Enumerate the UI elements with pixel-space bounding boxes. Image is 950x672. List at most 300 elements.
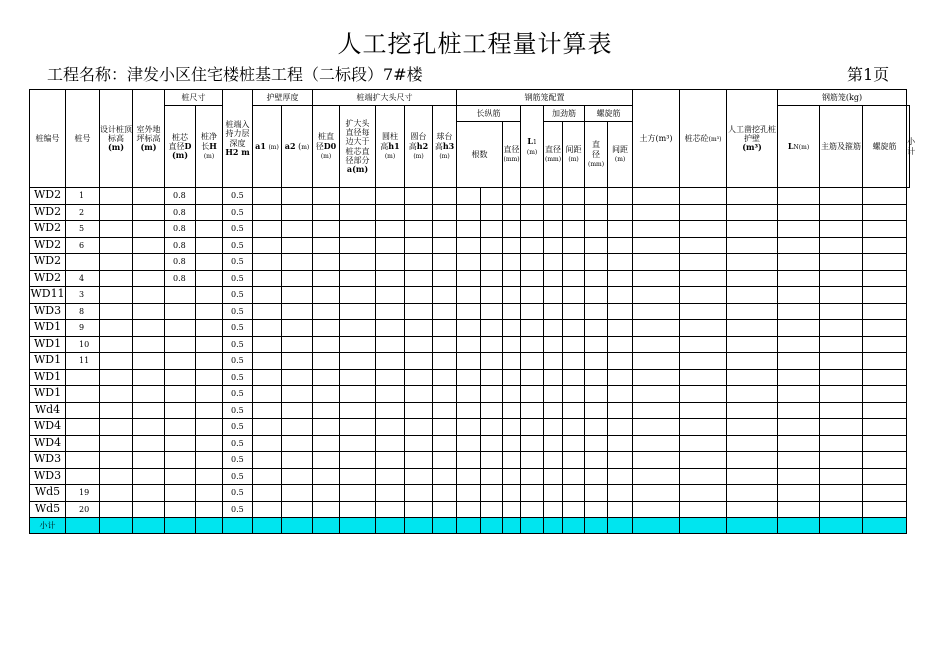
cell-empty [133, 204, 165, 221]
table-body [30, 188, 910, 518]
table-row [30, 254, 910, 271]
hdr-subtotal: 小计 [907, 106, 910, 188]
cell-empty [563, 221, 585, 238]
cell-empty [608, 254, 633, 271]
cell-empty [680, 237, 727, 254]
cell-empty [433, 188, 457, 205]
cell-pile-no: 8 [66, 303, 100, 320]
cell-core-dia: 0.8 [165, 254, 196, 271]
cell-empty [340, 501, 376, 518]
cell-empty [503, 468, 521, 485]
cell-empty [340, 204, 376, 221]
hdr-a1: a1 (m) [253, 106, 282, 188]
cell-empty [282, 485, 313, 502]
cell-empty [133, 419, 165, 436]
cell-empty [405, 386, 433, 403]
cell-empty [405, 485, 433, 502]
cell-empty [544, 303, 563, 320]
cell-empty [820, 468, 863, 485]
table-row [30, 336, 910, 353]
cell-bearing-depth: 0.5 [223, 501, 253, 518]
cell-empty [680, 452, 727, 469]
cell-empty [544, 254, 563, 271]
cell-empty [585, 369, 608, 386]
cell-empty [196, 402, 223, 419]
cell-empty [863, 287, 907, 304]
table-header [30, 90, 916, 188]
cell-empty [433, 468, 457, 485]
cell-empty [405, 501, 433, 518]
cell-empty [253, 468, 282, 485]
cell-empty [133, 402, 165, 419]
cell-empty [563, 270, 585, 287]
hdr-ln: LN(m) [778, 106, 820, 188]
cell-empty [133, 336, 165, 353]
cell-empty [727, 419, 778, 436]
table-row [30, 435, 910, 452]
table-row [30, 419, 910, 436]
cell-empty [282, 353, 313, 370]
cell-empty [100, 254, 133, 271]
cell-empty [196, 320, 223, 337]
cell-empty [521, 452, 544, 469]
cell-empty [563, 452, 585, 469]
cell-empty [633, 237, 680, 254]
cell-empty [196, 485, 223, 502]
cell-empty [521, 254, 544, 271]
cell-empty [727, 369, 778, 386]
cell-core-dia [165, 303, 196, 320]
cell-empty [778, 336, 820, 353]
cell-empty [727, 221, 778, 238]
cell-bearing-depth: 0.5 [223, 270, 253, 287]
cell-empty [521, 386, 544, 403]
cell-empty [100, 270, 133, 287]
cell-empty [521, 336, 544, 353]
cell-empty [521, 188, 544, 205]
cell-empty [457, 468, 481, 485]
cell-empty [863, 386, 907, 403]
cell-empty [481, 402, 503, 419]
cell-empty [778, 237, 820, 254]
cell-empty [503, 336, 521, 353]
cell-empty [253, 369, 282, 386]
cell-empty [680, 287, 727, 304]
cell-empty [563, 320, 585, 337]
cell-empty [133, 369, 165, 386]
cell-empty [563, 485, 585, 502]
cell-core-dia [165, 386, 196, 403]
cell-empty [481, 501, 503, 518]
cell-empty [680, 204, 727, 221]
cell-empty [100, 419, 133, 436]
hdr-cage-weight: 钢筋笼(kg) [778, 90, 907, 106]
cell-empty [376, 287, 405, 304]
cell-empty [282, 237, 313, 254]
cell-empty [282, 270, 313, 287]
cell-bearing-depth: 0.5 [223, 435, 253, 452]
cell-empty [433, 320, 457, 337]
cell-pile-code: WD1 [30, 353, 66, 370]
cell-empty [340, 270, 376, 287]
cell-empty [503, 452, 521, 469]
cell-empty [608, 386, 633, 403]
cell-pile-code: WD2 [30, 221, 66, 238]
cell-empty [503, 254, 521, 271]
table-row [30, 303, 910, 320]
cell-empty [481, 386, 503, 403]
table-row [30, 221, 910, 238]
hdr-d0: 桩直 径D0 (m) [313, 106, 340, 188]
cell-empty [133, 303, 165, 320]
cell-empty [521, 501, 544, 518]
hdr-pile-no: 桩号 [66, 90, 100, 188]
cell-empty [481, 485, 503, 502]
cell-empty [680, 320, 727, 337]
cell-empty [633, 468, 680, 485]
cell-empty [282, 254, 313, 271]
cell-empty [608, 353, 633, 370]
cell-empty [481, 336, 503, 353]
cell-empty [282, 336, 313, 353]
cell-empty [457, 501, 481, 518]
cell-empty [313, 237, 340, 254]
cell-empty [340, 320, 376, 337]
cell-empty [340, 419, 376, 436]
cell-empty [608, 468, 633, 485]
cell-empty [100, 237, 133, 254]
cell-core-dia: 0.8 [165, 270, 196, 287]
cell-pile-no: 10 [66, 336, 100, 353]
total-label: 小计 [30, 518, 66, 534]
hdr-spiral-spacing: 间距 (m) [608, 122, 633, 188]
cell-empty [521, 353, 544, 370]
cell-empty [608, 452, 633, 469]
cell-bearing-depth: 0.5 [223, 452, 253, 469]
cell-empty [340, 188, 376, 205]
cell-empty [196, 254, 223, 271]
cell-pile-no: 4 [66, 270, 100, 287]
cell-empty [778, 419, 820, 436]
cell-empty [863, 402, 907, 419]
cell-bearing-depth: 0.5 [223, 303, 253, 320]
cell-core-dia [165, 320, 196, 337]
cell-empty [633, 188, 680, 205]
cell-empty [608, 501, 633, 518]
cell-empty [563, 435, 585, 452]
cell-empty [544, 369, 563, 386]
cell-empty [313, 287, 340, 304]
cell-empty [340, 254, 376, 271]
cell-empty [820, 435, 863, 452]
hdr-h1: 圆柱 高h1 (m) [376, 106, 405, 188]
cell-empty [100, 303, 133, 320]
cell-bearing-depth: 0.5 [223, 287, 253, 304]
cell-empty [133, 287, 165, 304]
cell-empty [196, 353, 223, 370]
cell-empty [481, 419, 503, 436]
cell-empty [313, 501, 340, 518]
cell-empty [340, 221, 376, 238]
cell-empty [196, 204, 223, 221]
cell-pile-code: WD4 [30, 435, 66, 452]
cell-empty [503, 320, 521, 337]
cell-empty [778, 452, 820, 469]
cell-empty [820, 320, 863, 337]
hdr-bearing-depth: 桩端入持力层深度 H2 m [223, 90, 253, 188]
cell-empty [563, 204, 585, 221]
cell-empty [100, 386, 133, 403]
cell-empty [282, 188, 313, 205]
cell-core-dia [165, 369, 196, 386]
cell-empty [585, 353, 608, 370]
cell-core-dia [165, 501, 196, 518]
cell-pile-no: 3 [66, 287, 100, 304]
cell-empty [340, 402, 376, 419]
cell-empty [405, 320, 433, 337]
cell-empty [313, 188, 340, 205]
cell-empty [727, 336, 778, 353]
cell-pile-code: WD3 [30, 303, 66, 320]
cell-empty [503, 287, 521, 304]
cell-empty [633, 501, 680, 518]
cell-empty [405, 369, 433, 386]
cell-empty [585, 270, 608, 287]
cell-empty [196, 386, 223, 403]
cell-empty [778, 270, 820, 287]
cell-core-dia [165, 287, 196, 304]
cell-empty [133, 188, 165, 205]
cell-empty [608, 303, 633, 320]
table-row [30, 501, 910, 518]
cell-empty [633, 419, 680, 436]
cell-empty [563, 254, 585, 271]
cell-empty [778, 485, 820, 502]
cell-pile-code: WD11 [30, 287, 66, 304]
cell-core-dia [165, 336, 196, 353]
cell-empty [680, 419, 727, 436]
cell-pile-no: 19 [66, 485, 100, 502]
cell-empty [544, 501, 563, 518]
cell-empty [457, 369, 481, 386]
cell-bearing-depth: 0.5 [223, 468, 253, 485]
cell-empty [585, 386, 608, 403]
table-row [30, 468, 910, 485]
cell-empty [680, 254, 727, 271]
cell-empty [433, 336, 457, 353]
cell-empty [727, 204, 778, 221]
cell-empty [503, 270, 521, 287]
hdr-h2: 圆台 高h2 (m) [405, 106, 433, 188]
cell-pile-code: WD2 [30, 254, 66, 271]
cell-empty [680, 485, 727, 502]
total-row [30, 518, 910, 534]
cell-pile-code: WD4 [30, 419, 66, 436]
cell-empty [376, 270, 405, 287]
cell-pile-no [66, 452, 100, 469]
cell-bearing-depth: 0.5 [223, 320, 253, 337]
cell-empty [521, 485, 544, 502]
cell-empty [521, 369, 544, 386]
cell-empty [863, 435, 907, 452]
hdr-spiral-dia: 直 径 (mm) [585, 122, 608, 188]
cell-empty [253, 353, 282, 370]
cell-empty [196, 270, 223, 287]
cell-empty [778, 386, 820, 403]
cell-empty [457, 452, 481, 469]
cell-empty [282, 320, 313, 337]
cell-core-dia [165, 485, 196, 502]
cell-empty [863, 254, 907, 271]
cell-empty [457, 353, 481, 370]
cell-empty [433, 501, 457, 518]
cell-pile-code: WD2 [30, 188, 66, 205]
cell-empty [253, 287, 282, 304]
cell-empty [633, 386, 680, 403]
cell-empty [457, 204, 481, 221]
cell-pile-code: WD2 [30, 204, 66, 221]
cell-empty [433, 254, 457, 271]
cell-empty [282, 501, 313, 518]
hdr-spiral-weight: 螺旋筋 [863, 106, 907, 188]
cell-empty [282, 419, 313, 436]
cell-empty [503, 303, 521, 320]
cell-empty [433, 353, 457, 370]
cell-core-dia: 0.8 [165, 221, 196, 238]
cell-empty [481, 452, 503, 469]
cell-pile-code: WD3 [30, 452, 66, 469]
cell-empty [340, 303, 376, 320]
cell-empty [196, 369, 223, 386]
cell-empty [521, 468, 544, 485]
cell-empty [481, 188, 503, 205]
hdr-bell-excess: 扩大头 直径每 边大于 桩芯直 径部分 a(m) [340, 106, 376, 188]
cell-empty [457, 221, 481, 238]
cell-empty [196, 188, 223, 205]
cell-empty [820, 204, 863, 221]
cell-empty [820, 485, 863, 502]
cell-empty [778, 353, 820, 370]
table-row [30, 204, 910, 221]
cell-empty [313, 336, 340, 353]
cell-empty [340, 452, 376, 469]
cell-empty [457, 254, 481, 271]
cell-empty [376, 353, 405, 370]
cell-empty [778, 254, 820, 271]
cell-empty [100, 468, 133, 485]
cell-empty [133, 501, 165, 518]
cell-empty [521, 221, 544, 238]
hdr-long-dia: 直径 (mm) [503, 122, 521, 188]
cell-empty [313, 270, 340, 287]
cell-empty [340, 468, 376, 485]
cell-core-dia [165, 402, 196, 419]
cell-empty [863, 188, 907, 205]
cell-empty [503, 419, 521, 436]
cell-empty [196, 452, 223, 469]
cell-empty [313, 402, 340, 419]
cell-empty [778, 320, 820, 337]
cell-bearing-depth: 0.5 [223, 386, 253, 403]
cell-empty [863, 221, 907, 238]
cell-pile-no: 9 [66, 320, 100, 337]
cell-empty [133, 485, 165, 502]
hdr-ground-level: 室外地坪标高 (m) [133, 90, 165, 188]
cell-pile-no [66, 369, 100, 386]
cell-empty [585, 402, 608, 419]
cell-empty [608, 204, 633, 221]
cell-empty [544, 402, 563, 419]
hdr-stiffener-bar: 加劲筋 [544, 106, 585, 122]
cell-empty [313, 468, 340, 485]
cell-empty [376, 221, 405, 238]
cell-core-dia [165, 353, 196, 370]
cell-empty [608, 402, 633, 419]
cell-pile-no: 20 [66, 501, 100, 518]
cell-empty [727, 237, 778, 254]
cell-empty [544, 221, 563, 238]
cell-empty [405, 254, 433, 271]
cell-empty [863, 468, 907, 485]
cell-empty [680, 303, 727, 320]
cell-empty [863, 485, 907, 502]
cell-bearing-depth: 0.5 [223, 336, 253, 353]
cell-core-dia [165, 468, 196, 485]
cell-empty [521, 419, 544, 436]
cell-pile-no [66, 435, 100, 452]
cell-empty [680, 402, 727, 419]
cell-empty [585, 419, 608, 436]
table-row [30, 270, 910, 287]
cell-empty [100, 353, 133, 370]
cell-empty [563, 336, 585, 353]
cell-empty [727, 303, 778, 320]
cell-bearing-depth: 0.5 [223, 188, 253, 205]
cell-empty [633, 303, 680, 320]
cell-empty [196, 287, 223, 304]
cell-empty [376, 254, 405, 271]
cell-empty [563, 353, 585, 370]
cell-empty [521, 320, 544, 337]
hdr-pile-code: 桩编号 [30, 90, 66, 188]
cell-empty [481, 270, 503, 287]
cell-empty [313, 386, 340, 403]
cell-empty [253, 188, 282, 205]
cell-core-dia [165, 452, 196, 469]
cell-empty [481, 369, 503, 386]
cell-empty [633, 320, 680, 337]
cell-empty [633, 485, 680, 502]
cell-empty [457, 237, 481, 254]
cell-empty [521, 435, 544, 452]
cell-empty [133, 386, 165, 403]
cell-empty [680, 501, 727, 518]
hdr-core-dia: 桩芯 直径D (m) [165, 106, 196, 188]
cell-empty [433, 369, 457, 386]
cell-empty [133, 353, 165, 370]
cell-empty [585, 320, 608, 337]
cell-empty [313, 452, 340, 469]
cell-empty [481, 287, 503, 304]
cell-empty [544, 204, 563, 221]
cell-empty [633, 254, 680, 271]
hdr-long-count: 根数 [457, 122, 503, 188]
cell-pile-code: WD2 [30, 270, 66, 287]
cell-empty [521, 237, 544, 254]
cell-empty [282, 221, 313, 238]
cell-empty [376, 468, 405, 485]
cell-empty [563, 287, 585, 304]
